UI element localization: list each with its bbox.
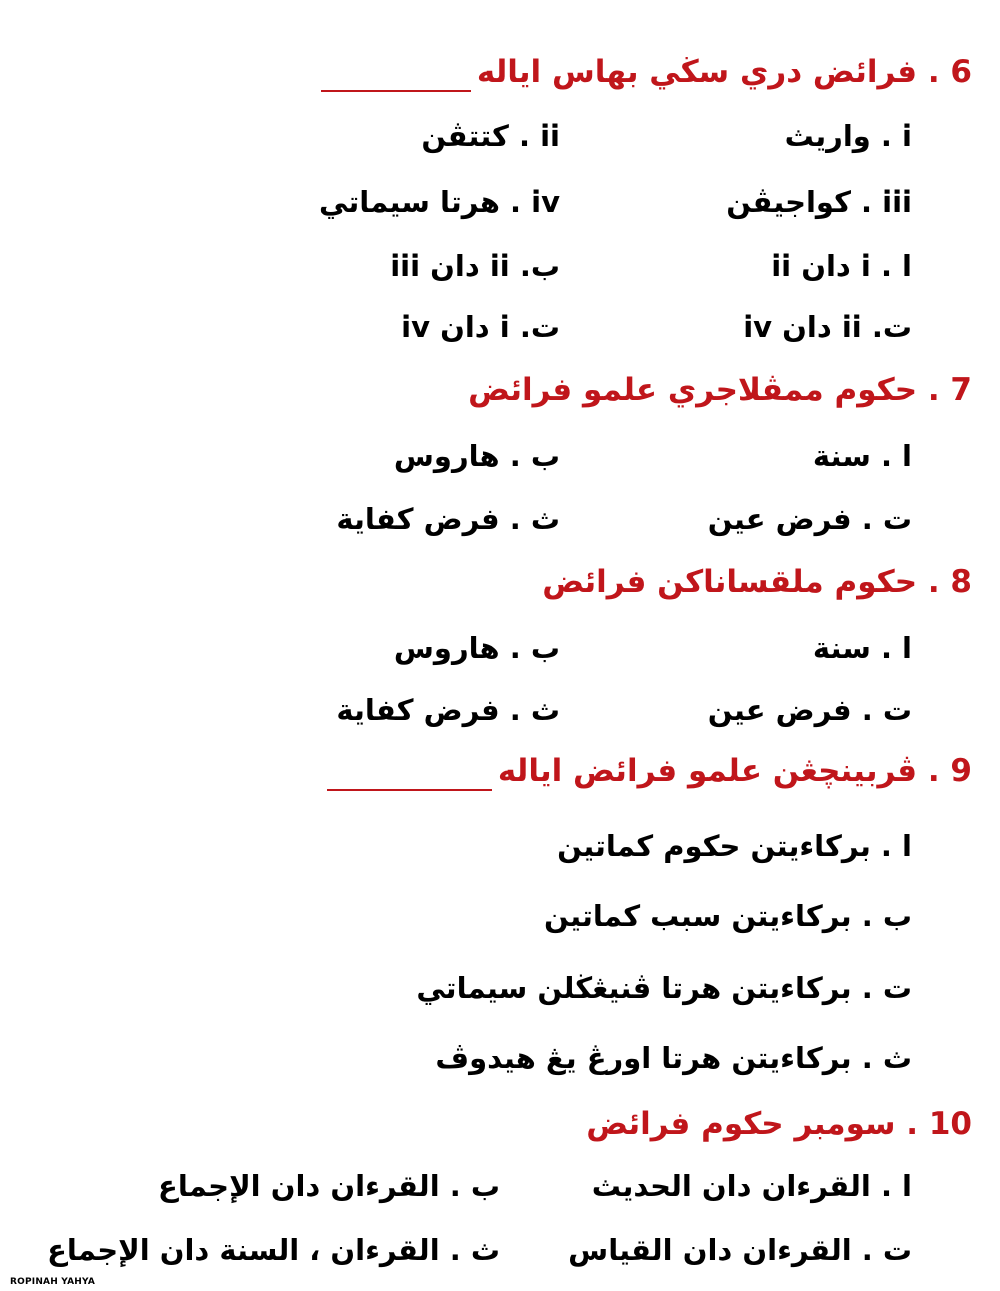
question-10-option-c: ت . القرءان دان القياس — [568, 1233, 912, 1267]
question-8-title: 8 . حكوم ملقساناكن فرائض — [542, 564, 972, 600]
question-6-choice-b: ب. ii دان iii — [390, 249, 560, 283]
question-10-option-a: ا . القرءان دان الحديث — [591, 1169, 912, 1203]
question-6-option-ii: ii . كتتڤن — [421, 119, 560, 153]
question-10-option-d: ث . القرءان ، السنة دان الإجماع — [47, 1233, 500, 1267]
question-7-option-a: ا . سنة — [812, 439, 912, 473]
answer-blank — [321, 60, 471, 92]
question-10-option-b: ب . القرءان دان الإجماع — [158, 1169, 500, 1203]
question-6-choice-c: ت. ii دان iv — [743, 310, 912, 344]
question-9-option-a: ا . بركاءيتن حكوم كماتين — [557, 829, 912, 863]
question-6-option-i: i . واريث — [784, 119, 912, 153]
question-7-option-d: ث . فرض كفاية — [336, 502, 560, 536]
question-6-option-iv: iv . هرتا سيماتي — [318, 185, 560, 219]
question-8-option-b: ب . هاروس — [393, 631, 560, 665]
question-8-option-d: ث . فرض كفاية — [336, 693, 560, 727]
answer-blank — [327, 759, 492, 791]
question-8-option-a: ا . سنة — [812, 631, 912, 665]
question-6-choice-d: ت. i دان iv — [401, 310, 560, 344]
question-10-title: 10 . سومبر حكوم فرائض — [586, 1106, 972, 1142]
question-6-choice-a: ا . i دان ii — [771, 249, 912, 283]
question-9-option-d: ث . بركاءيتن هرتا اورڠ يڠ هيدوڤ — [435, 1041, 912, 1075]
question-7-option-c: ت . فرض عين — [707, 502, 912, 536]
question-9-option-c: ت . بركاءيتن هرتا ڤنيڠڬلن سيماتي — [416, 971, 912, 1005]
question-8-option-c: ت . فرض عين — [707, 693, 912, 727]
question-6-title: 6 . فرائض دري سڬي بهاس اياله — [321, 52, 972, 92]
question-7-option-b: ب . هاروس — [393, 439, 560, 473]
question-9-title: 9 . ڤربينچڠن علمو فرائض اياله — [327, 751, 972, 791]
author-credit: ROPINAH YAHYA — [10, 1277, 96, 1287]
question-6-option-iii: iii . كواجيڤن — [726, 185, 912, 219]
question-7-title: 7 . حكوم ممڤلاجري علمو فرائض — [468, 372, 972, 408]
question-9-option-b: ب . بركاءيتن سبب كماتين — [544, 899, 912, 933]
